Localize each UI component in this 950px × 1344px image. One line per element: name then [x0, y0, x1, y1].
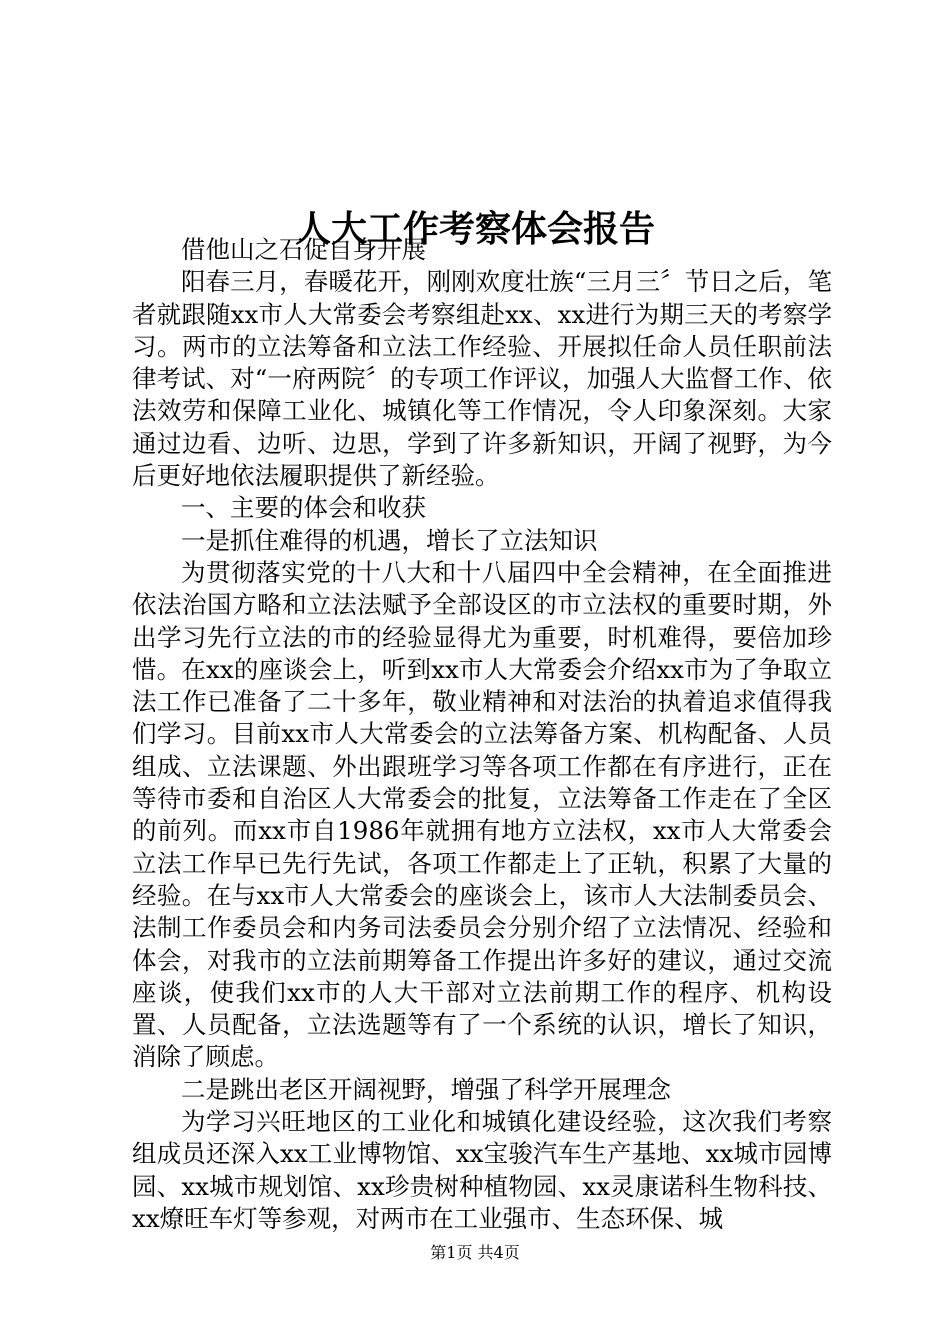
page-title: 人大工作考察体会报告: [294, 208, 655, 251]
subheading-two: 二是跳出老区开阔视野，增强了科学开展理念: [181, 1074, 671, 1104]
intro-paragraph: 阳春三月，春暖花开，刚刚欢度壮族“三月三〞节日之后，笔者就跟随xx市人大常委会考察组赴xx、xx进行为期三天的考察学习。两市的立法筹备和立法工作经验、开展拟任命人员任职前法律考试、对“一府两院〞的专项工作评议，加强人大监督工作、依法效劳和保障工业化、城镇化等工作情况，令人印象深刻。大家通过边看、边听、边思，学到了许多新知识，开阔了视野，为今后更好地依法履职提供了新经验。: [132, 267, 832, 491]
document-body: [132, 234, 832, 1235]
subtitle-paragraph: 借他山之石促自身开展: [181, 235, 426, 264]
page-footer: 第1页 共4页: [430, 1243, 520, 1262]
subheading-one: 一是抓住难得的机遇，增长了立法知识: [181, 525, 598, 555]
section-heading: 一、主要的体会和收获: [181, 493, 426, 523]
body-paragraph: 为学习兴旺地区的工业化和城镇化建设经验，这次我们考察组成员还深入xx工业博物馆、xx宝骏汽车生产基地、xx城市园博园、xx城市规划馆、xx珍贵树种植物园、xx灵康诺科生物科技、xx燎旺车灯等参观，对两市在工业强市、生态环保、城: [132, 1107, 832, 1233]
body-paragraph: 为贯彻落实党的十八大和十八届四中全会精神，在全面推进依法治国方略和立法法赋予全部设区的市立法权的重要时期，外出学习先行立法的市的经验显得尤为重要，时机难得，要倍加珍惜。在xx的座谈会上，听到xx市人大常委会介绍xx市为了争取立法工作已准备了二十多年，敬业精神和对法治的执着追求值得我们学习。目前xx市人大常委会的立法筹备方案、机构配备、人员组成、立法课题、外出跟班学习等各项工作都在有序进行，正在等待市委和自治区人大常委会的批复，立法筹备工作走在了全区的前列。而xx市自1986年就拥有地方立法权，xx市人大常委会立法工作早已先行先试，各项工作都走上了正轨，积累了大量的经验。在与xx市人大常委会的座谈会上，该市人大法制委员会、法制工作委员会和内务司法委员会分别介绍了立法情况、经验和体会，对我市的立法前期筹备工作提出许多好的建议，通过交流座谈，使我们xx市的人大干部对立法前期工作的程序、机构设置、人员配备，立法选题等有了一个系统的认识，增长了知识，消除了顾虑。: [132, 557, 832, 1072]
